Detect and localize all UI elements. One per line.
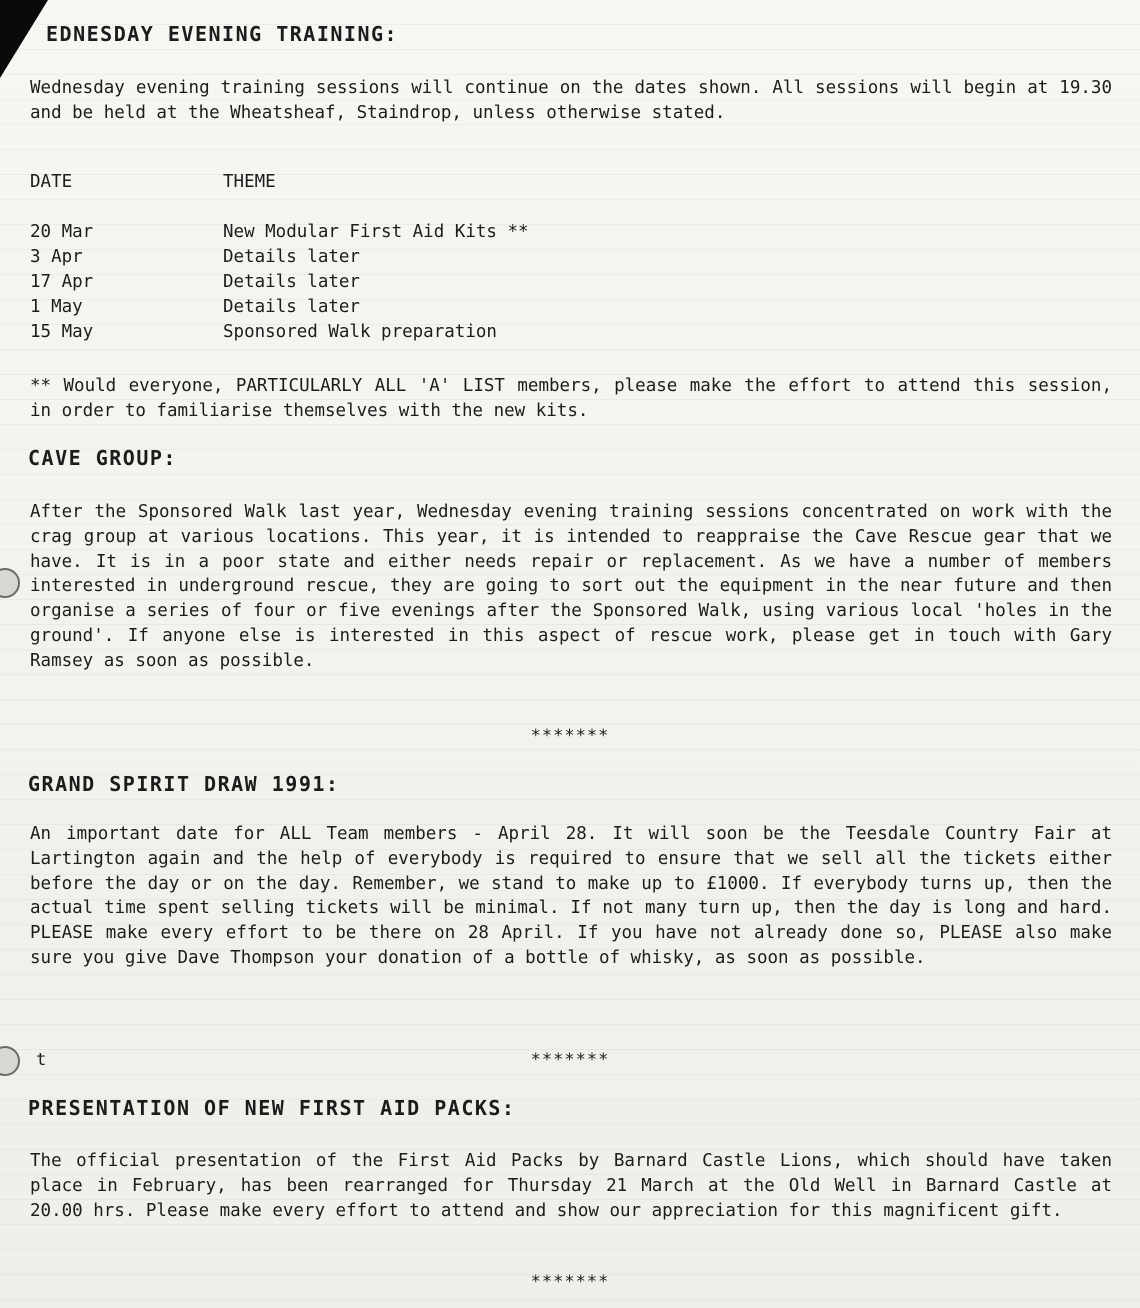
schedule-date: 3 Apr	[30, 247, 83, 267]
schedule-date: 17 Apr	[30, 272, 94, 292]
schedule-theme-header: THEME	[223, 172, 276, 192]
margin-mark: t	[36, 1050, 47, 1070]
first-aid-packs-heading: PRESENTATION OF NEW FIRST AID PACKS:	[28, 1096, 516, 1120]
wednesday-note: ** Would everyone, PARTICULARLY ALL 'A' LIST members, please make the effort to attend this session, in order to familiarise themselves with the new kits.	[30, 376, 1112, 421]
spirit-draw-body: An important date for ALL Team members - April 28. It will soon be the Teesdale Country Fair at Lartington again and the help of everybody is required to ensure that we sell all the tickets either before the day or on the day. Remember, we stand to make up to £1000. If everybody turns up, then the actual time spent selling tickets will be minimal. If not many turn up, then the day is long and hard. PLEASE make every effort to be there on 28 April. If you have not already done so, PLEASE also make sure you give Dave Thompson your donation of a bottle of whisky, as soon as possible.	[30, 824, 1112, 968]
separator: *******	[530, 726, 610, 746]
schedule-date: 20 Mar	[30, 222, 94, 242]
first-aid-packs-body: The official presentation of the First Aid Packs by Barnard Castle Lions, which should have taken place in February, has been rearranged for Thursday 21 March at the Old Well in Barnard Castle at 20.00 hrs. Please make every effort to attend and show our appreciation for this magnificent gift.	[30, 1151, 1112, 1221]
separator: *******	[530, 1050, 610, 1070]
schedule-theme: Details later	[223, 272, 360, 292]
schedule-date-header: DATE	[30, 172, 73, 192]
spirit-draw-heading: GRAND SPIRIT DRAW 1991:	[28, 772, 340, 796]
cave-group-heading: CAVE GROUP:	[28, 446, 177, 470]
separator: *******	[530, 1272, 610, 1292]
schedule-theme: Details later	[223, 247, 360, 267]
schedule-date: 15 May	[30, 322, 94, 342]
wednesday-heading: EDNESDAY EVENING TRAINING:	[46, 22, 399, 46]
schedule-theme: Sponsored Walk preparation	[223, 322, 497, 342]
folded-corner	[0, 0, 48, 78]
wednesday-intro: Wednesday evening training sessions will continue on the dates shown. All sessions will begin at 19.30 and be held at the Wheatsheaf, Staindrop, unless otherwise stated.	[30, 78, 1112, 123]
schedule-date: 1 May	[30, 297, 83, 317]
punch-hole-upper	[0, 568, 20, 598]
schedule-theme: New Modular First Aid Kits **	[223, 222, 529, 242]
schedule-theme: Details later	[223, 297, 360, 317]
cave-group-body: After the Sponsored Walk last year, Wednesday evening training sessions concentrated on work with the crag group at various locations. This year, it is intended to reappraise the Cave Rescue gear that we have. It is in a poor state and either needs repair or replacement. As we have a number of members interested in underground rescue, they are going to sort out the equipment in the near future and then organise a series of four or five evenings after the Sponsored Walk, using various local 'holes in the ground'. If anyone else is interested in this aspect of rescue work, please get in touch with Gary Ramsey as soon as possible.	[30, 502, 1112, 671]
